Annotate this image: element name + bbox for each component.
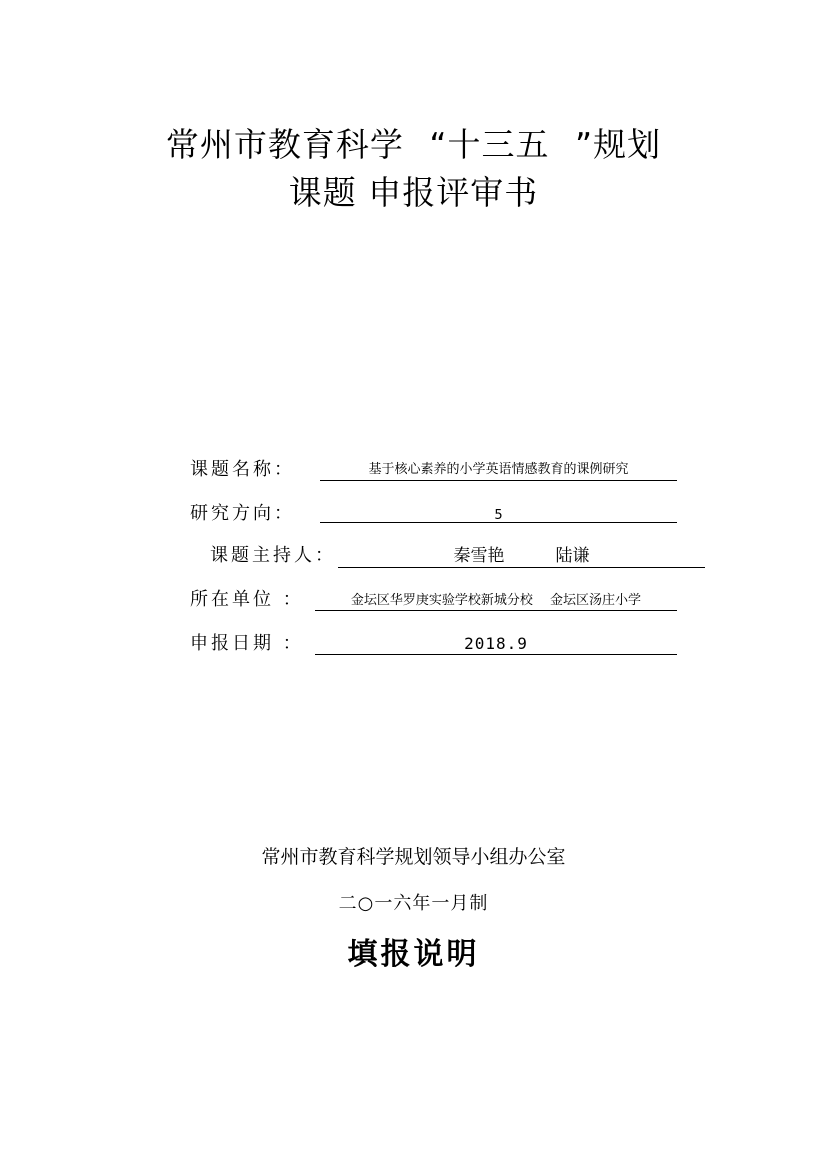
instructions-heading: 填报说明 (347, 937, 480, 972)
research-direction-label: 研究方向： (190, 503, 295, 524)
issue-date: 二○一六年一月制 (338, 893, 489, 914)
research-direction-value: 5 (320, 509, 677, 523)
form-title-line2: 课题 申报评审书 (288, 173, 539, 212)
topic-host-value: 秦雪艳 陆谦 (338, 548, 705, 568)
topic-name-label: 课题名称： (190, 459, 295, 480)
unit-value: 金坛区华罗庚实验学校新城分校 金坛区汤庄小学 (315, 594, 677, 611)
issuing-office: 常州市教育科学规划领导小组办公室 (261, 846, 566, 868)
application-date-label: 申报日期 ： (190, 633, 304, 654)
application-date-value: 2018.9 (315, 636, 677, 655)
topic-name-value: 基于核心素养的小学英语情感教育的课例研究 (320, 463, 677, 481)
form-title-line1: 常州市教育科学 “十三五 ”规划 (165, 125, 662, 164)
unit-label: 所在单位 ： (190, 589, 304, 610)
topic-host-label: 课题主持人： (210, 545, 336, 566)
